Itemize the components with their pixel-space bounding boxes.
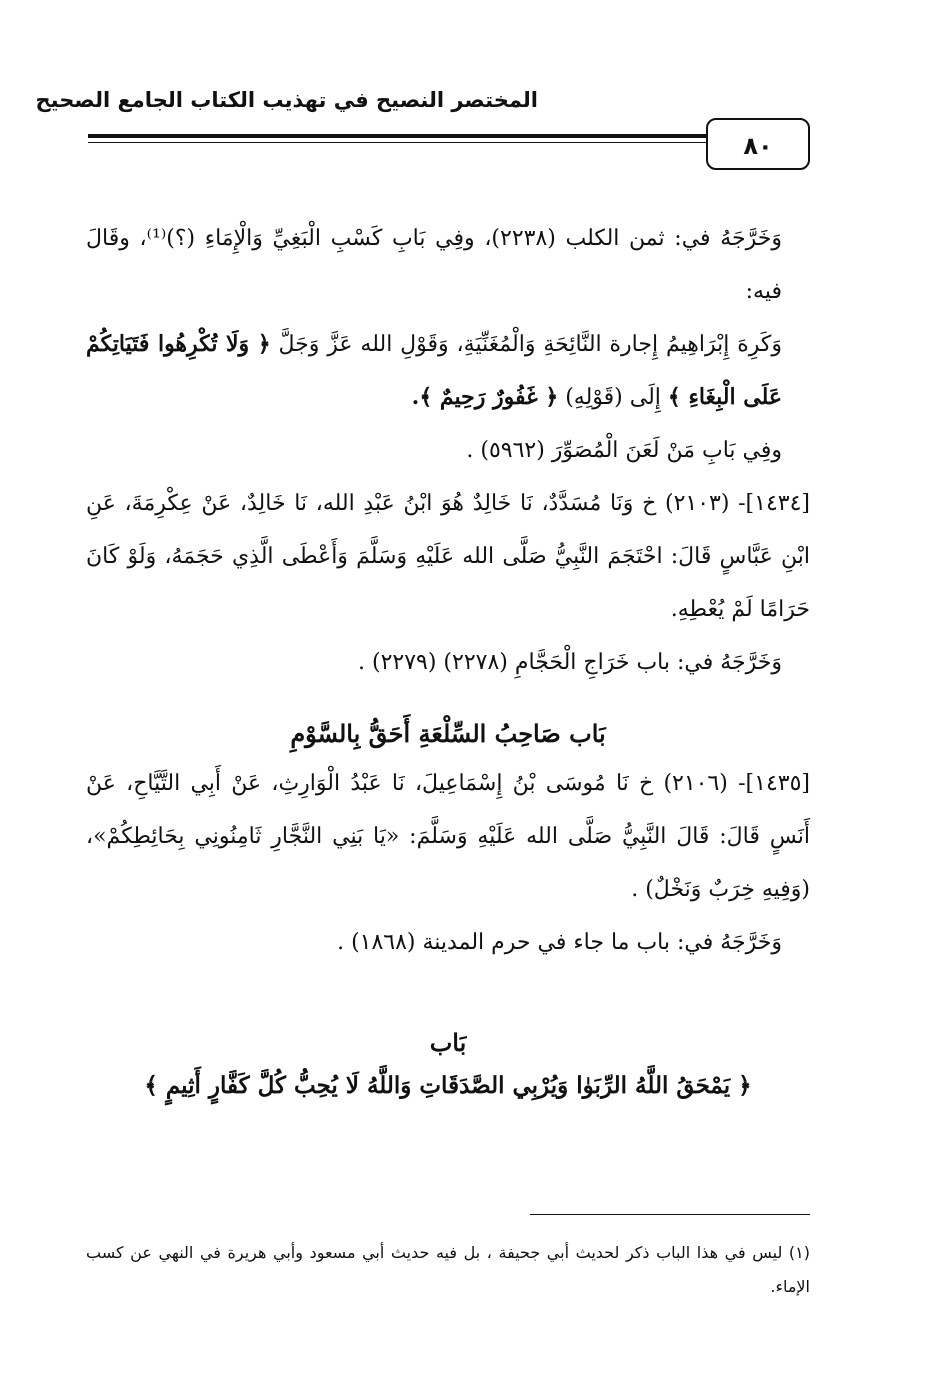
hadith-1435: [١٤٣٥]- (٢١٠٦) خ نَا مُوسَى بْنُ إِسْمَاعِيلَ، نَا عَبْدُ الْوَارِثِ، عَنْ أَبِي التَّيَّاحِ، عَنْ أَنَسٍ قَالَ: قَالَ النَّبِيُّ صَلَّى الله عَلَيْهِ وَسَلَّمَ: «يَا بَنِي النَّجَّارِ ثَامِنُونِي بِحَائِطِكُمْ»، (وَفِيهِ خِرَبٌ وَنَخْلٌ) . <box>86 771 810 902</box>
footnote-rule <box>530 1214 810 1215</box>
quran-quote-1: ﴿ وَلَا تُكْرِهُوا فَتَيَاتِكُمْ عَلَى الْبِغَاءِ ﴾ <box>86 331 782 410</box>
page-number: ٨٠ <box>706 118 810 170</box>
header-rule-thin <box>88 142 708 143</box>
chapter-heading-1: بَاب صَاحِبُ السِّلْعَةِ أَحَقُّ بِالسَّوْمِ <box>290 719 606 748</box>
paragraph-ibrahim <box>86 318 810 424</box>
paragraph-takhrij-3: وَخَرَّجَهُ في: باب خَرَاجِ الْحَجَّامِ (٢٢٧٨) (٢٢٧٩) . <box>358 650 782 675</box>
paragraph-takhrij-4: وَخَرَّجَهُ في: باب ما جاء في حرم المدينة (١٨٦٨) . <box>337 930 782 955</box>
footnote: (١) ليس في هذا الباب ذكر لحديث أبي جحيفة ، بل فيه حديث أبي مسعود وأبي هريرة في النهي عن كسب الإماء. <box>86 1243 810 1296</box>
hadith-1434: [١٤٣٤]- (٢١٠٣) خ وَنَا مُسَدَّدٌ، نَا خَالِدٌ هُوَ ابْنُ عَبْدِ الله، نَا خَالِدٌ، عَنْ عِكْرِمَةَ، عَنِ ابْنِ عَبَّاسٍ قَالَ: احْتَجَمَ النَّبِيُّ صَلَّى الله عَلَيْهِ وَسَلَّمَ وَأَعْطَى الَّذِي حَجَمَهُ، وَلَوْ كَانَ حَرَامًا لَمْ يُعْطِهِ. <box>86 491 810 622</box>
main-text <box>86 212 810 1109</box>
header-rule-thick <box>88 134 708 138</box>
paragraph-ibrahim-mid: إِلَى (قَوْلِهِ) <box>565 385 661 410</box>
paragraph-takhrij-1: وَخَرَّجَهُ في: ثمن الكلب (٢٢٣٨)، وفِي بَابِ كَسْبِ الْبَغِيِّ وَالْإِمَاءِ (؟)⁽¹⁾، وقَالَ فيه: <box>86 226 782 304</box>
paragraph-takhrij-2: وفِي بَابِ مَنْ لَعَنَ الْمُصَوِّرَ (٥٩٦٢) . <box>466 438 782 463</box>
quran-quote-2: ﴿ غَفُورٌ رَحِيمٌ ﴾. <box>411 384 559 410</box>
chapter-verse: ﴿ يَمْحَقُ اللَّهُ الرِّبَوٰا وَيُرْبِي الصَّدَقَاتِ وَاللَّهُ لَا يُحِبُّ كُلَّ كَفَّارٍ أَثِيمٍ ﴾ <box>144 1072 752 1099</box>
running-title: المختصر النصيح في تهذيب الكتاب الجامع الصحيح <box>35 88 538 112</box>
paragraph-ibrahim-text: وَكَرِهَ إِبْرَاهِيمُ إِجارة النَّائِحَةِ وَالْمُغَنِّيَةِ، وَقَوْلِ الله عَزَّ وَجَلَّ <box>278 332 782 357</box>
chapter-heading-2: بَاب <box>429 1028 467 1057</box>
